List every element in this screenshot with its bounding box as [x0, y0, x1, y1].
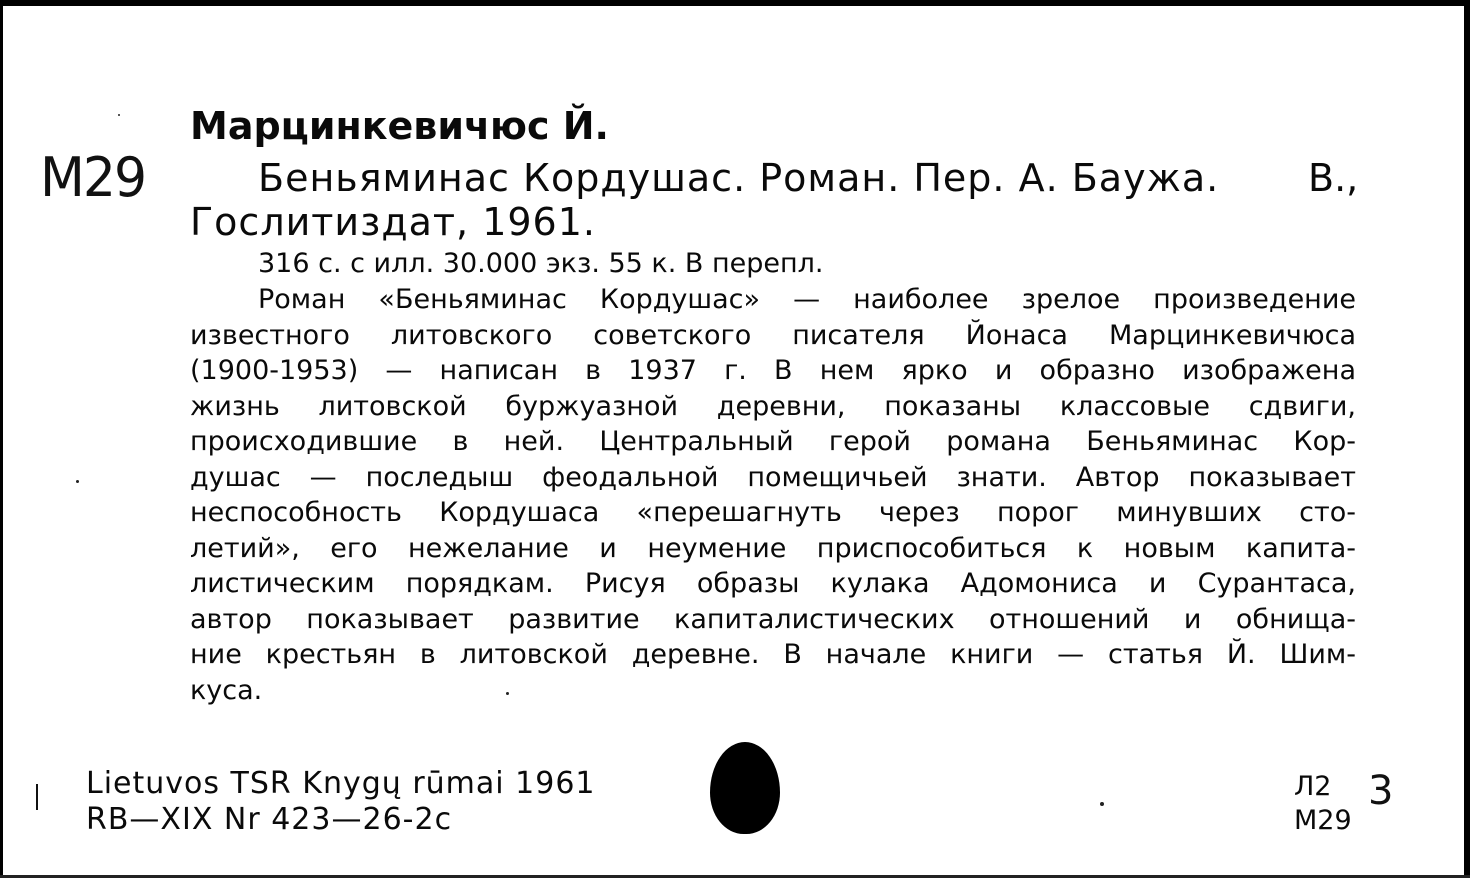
- physical-description: 316 с. с илл. 30.000 экз. 55 к. В перепл.: [258, 248, 824, 279]
- annotation: [190, 282, 1356, 708]
- book-chamber-imprint: [86, 766, 596, 838]
- speck: [506, 692, 509, 695]
- speck: [118, 114, 120, 116]
- annotation-line: душас — последыш феодальной помещичьей знати. Автор показывает: [190, 461, 1356, 493]
- annotation-line: летий», его нежелание и неумение приспособиться к новым капита-: [190, 532, 1356, 564]
- handwritten-corner-mark: 3: [1368, 768, 1394, 814]
- annotation-line: автор показывает развитие капиталистических отношений и обнища-: [190, 603, 1356, 635]
- punch-hole: [710, 742, 780, 834]
- card-edge-right: [1464, 0, 1470, 878]
- annotation-line: (1900-1953) — написан в 1937 г. В нем ярко и образно изображена: [190, 355, 1356, 386]
- annotation-line: куса.: [190, 674, 263, 706]
- publisher-year: Гослитиздат, 1961.: [190, 200, 596, 244]
- title-statement: Беньяминас Кордушас. Роман. Пер. А. Баужа.: [258, 156, 1220, 200]
- shelf-code-m29: M29: [1294, 805, 1352, 836]
- card-edge-top: [0, 0, 1470, 6]
- annotation-line: жизнь литовской буржуазной деревни, показаны классовые сдвиги,: [190, 390, 1356, 422]
- speck: [76, 480, 79, 483]
- shelf-code-l2: Л2: [1294, 771, 1332, 802]
- author-heading: Марцинкевичюс Й.: [190, 104, 609, 148]
- speck: [1100, 802, 1104, 806]
- card-edge-left: [0, 0, 3, 878]
- annotation-line: известного литовского советского писателя Йонаса Марцинкевичюса: [190, 319, 1356, 351]
- chamber-line: Lietuvos TSR Knygų rūmai 1961: [86, 766, 596, 801]
- annotation-line: неспособность Кордушаса «перешагнуть через порог минувших сто-: [190, 497, 1356, 528]
- shelf-codes: [1294, 770, 1352, 838]
- registry-number: RB—XIX Nr 423—26-2c: [86, 802, 453, 837]
- margin-mark: [36, 784, 38, 810]
- handwritten-call-number: M29: [40, 146, 146, 210]
- annotation-line: ние крестьян в литовской деревне. В начале книги — статья Й. Шим-: [190, 639, 1356, 670]
- annotation-line: происходившие в ней. Центральный герой романа Беньяминас Кор-: [190, 426, 1356, 457]
- annotation-line: Роман «Беньяминас Кордушас» — наиболее зрелое произведение: [258, 284, 1356, 315]
- publication-place: В.,: [1308, 156, 1359, 200]
- annotation-line: листическим порядкам. Рисуя образы кулака Адомониса и Сурантаса,: [190, 568, 1356, 599]
